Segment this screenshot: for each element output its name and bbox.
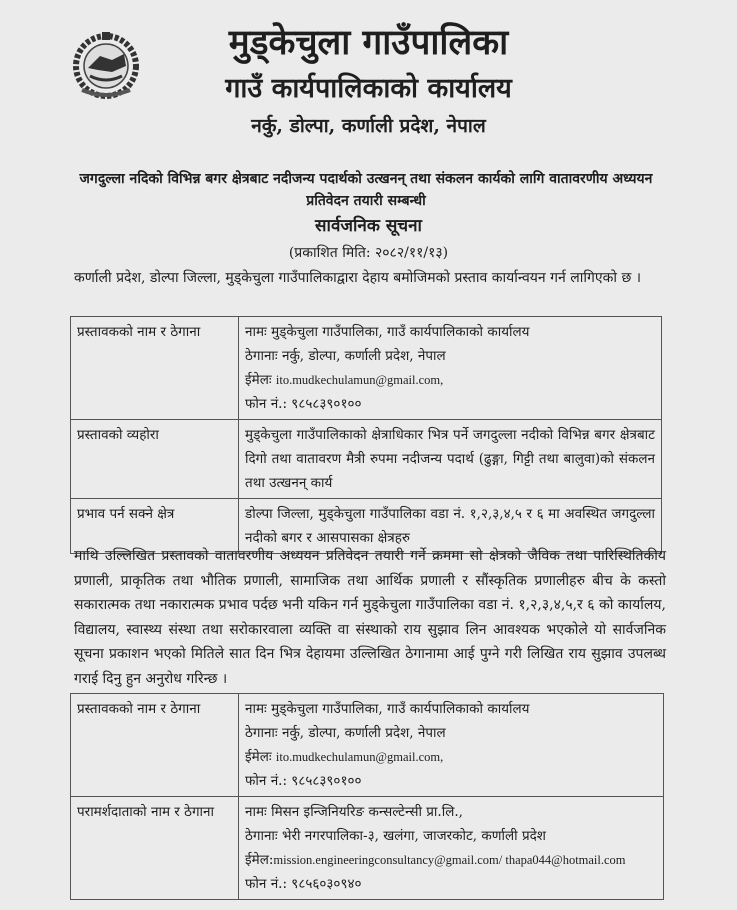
notice-subject: जगदुल्ला नदिको विभिन्न बगर क्षेत्रबाट नदीजन्य पदार्थको उत्खनन् तथा संकलन कार्यको लागि वातावरणीय अध्ययन प्रतिवेदन तयारी सम्बन्धी [79,171,653,209]
proposal-table [70,316,662,554]
published-date: (प्रकाशित मिति: २०८२/११/१३) [288,245,449,261]
office-title: गाउँ कार्यपालिकाको कार्यालय [225,73,512,104]
proponent-phone: फोन नं.: ९८५८३९०१०० [245,773,362,789]
office-address: नर्कु, डोल्पा, कर्णाली प्रदेश, नेपाल [251,115,486,137]
row-label: परामर्शदाताको नाम र ठेगाना [71,797,239,900]
proponent-address: ठेगानाः नर्कु, डोल्पा, कर्णाली प्रदेश, नेपाल [245,348,446,364]
table-row [71,317,662,420]
email-label: ईमेलः [245,372,272,388]
intro-text: कर्णाली प्रदेश, डोल्पा जिल्ला, मुड्केचुला गाउँपालिकाद्वारा देहाय बमोजिमको प्रस्ताव कार्यान्वयन गर्न लागिएको छ । [74,270,642,286]
consultant-email[interactable]: mission.engineeringconsultancy@gmail.com/ thapa044@hotmail.com [273,853,626,867]
table-row [71,694,664,797]
email-label: ईमेलः [245,749,272,765]
email-label: ईमेल: [245,852,274,868]
row-label: प्रस्तावकको नाम र ठेगाना [71,694,239,797]
row-label: प्रभाव पर्न सक्ने क्षेत्र [71,499,239,554]
proponent-details [239,694,664,797]
contact-table [70,693,664,900]
proponent-email[interactable]: ito.mudkechulamun@gmail.com, [275,750,444,764]
proponent-name: नामः मुड्केचुला गाउँपालिका, गाउँ कार्यपालिकाको कार्यालय [245,701,530,717]
proposal-description: मुड्केचुला गाउँपालिकाको क्षेत्राधिकार भित्र पर्ने जगदुल्ला नदीको विभिन्न बगर क्षेत्रबाट दिगो तथा वातावरण मैत्री रुपमा नदीजन्य पदार्थ (ढुङ्गा, गिट्टी तथा बालुवा)को संकलन तथा उत्खनन् कार्य [239,420,662,499]
notice-heading: सार्वजनिक सूचना [315,216,422,236]
body-paragraph: माथि उल्लिखित प्रस्तावको वातावरणीय अध्ययन प्रतिवेदन तयारी गर्ने क्रममा सो क्षेत्रको जैविक तथा पारिस्थितिकीय प्रणाली, प्राकृतिक तथा भौतिक प्रणाली, सामाजिक तथा आर्थिक प्रणाली र सौंस्कृतिक प्रणालीहरु बीच के कस्तो सकारात्मक तथा नकारात्मक प्रभाव पर्दछ भनी यकिन गर्न मुड्केचुला गाउँपालिका वडा नं. १,२,३,४,५,र ६ को कार्यालय, विद्यालय, स्वास्थ्य संस्था तथा सरोकारवाला व्यक्ति वा संस्थाको राय सुझाव लिन आवश्यक भएकोले यो सार्वजनिक सूचना प्रकाशन भएको मितिले सात दिन भित्र देहायमा उल्लिखित ठेगानामा आई पुग्ने गरी लिखित राय सुझाव उपलब्ध गराई दिनु हुन अनुरोध गरिन्छ । [74,548,666,687]
consultant-email-line [245,848,657,872]
proponent-address: ठेगानाः नर्कु, डोल्पा, कर्णाली प्रदेश, नेपाल [245,725,446,741]
row-label: प्रस्तावकको नाम र ठेगाना [71,317,239,420]
consultant-details [239,797,664,900]
proponent-name: नामः मुड्केचुला गाउँपालिका, गाउँ कार्यपालिकाको कार्यालय [245,324,530,340]
row-label: प्रस्तावको व्यहोरा [71,420,239,499]
proponent-email-line [245,745,657,769]
table-row [71,420,662,499]
proponent-phone: फोन नं.: ९८५८३९०१०० [245,396,362,412]
consultant-address: ठेगानाः भेरी नगरपालिका-३, खलंगा, जाजरकोट, कर्णाली प्रदेश [245,828,546,844]
municipality-title: मुड्केचुला गाउँपालिका [228,22,509,63]
table-row [71,797,664,900]
affected-area: डोल्पा जिल्ला, मुड्केचुला गाउँपालिका वडा नं. १,२,३,४,५ र ६ मा अवस्थित जगदुल्ला नदीको बगर र आसपासका क्षेत्रहरु [239,499,662,554]
proponent-email-line [245,368,655,392]
consultant-name: नामः मिसन इन्जिनियरिङ कन्सल्टेन्सी प्रा.लि., [245,804,463,820]
proponent-email[interactable]: ito.mudkechulamun@gmail.com, [275,373,444,387]
consultant-phone: फोन नं.: ९८५६०३०९४० [245,876,362,892]
proponent-details [239,317,662,420]
